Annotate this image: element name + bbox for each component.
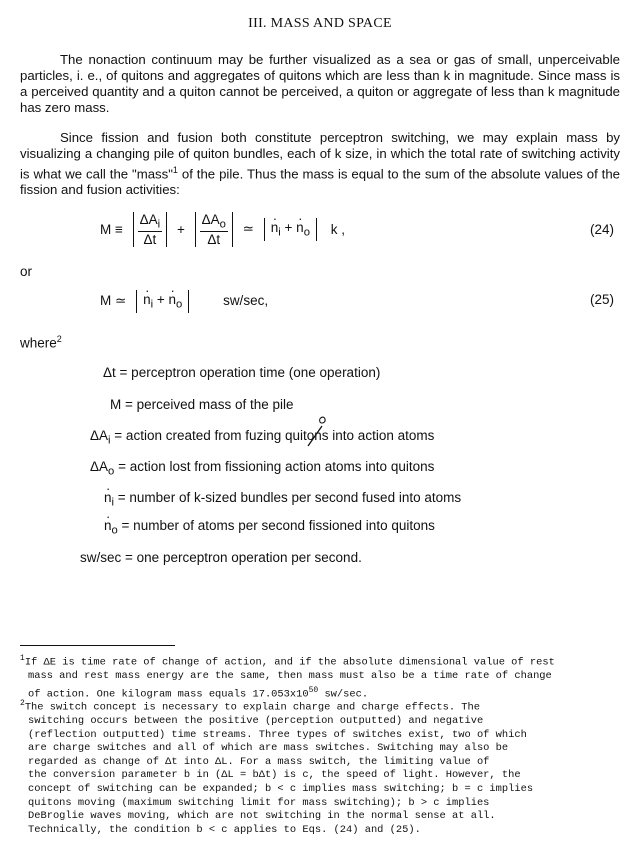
where-word	[20, 334, 62, 351]
definition-sw-sec	[80, 550, 362, 565]
eq24-n2: · n	[296, 220, 304, 235]
eq25-plus: +	[156, 292, 165, 307]
def-text: = perceptron operation time (one operation)	[119, 365, 381, 380]
handwritten-correction-mark	[304, 414, 330, 448]
eq24-abs-3	[264, 218, 317, 241]
def-text: = perceived mass of the pile	[125, 397, 294, 412]
footnote-1-text: of action. One kilogram mass equals 17.053x10	[28, 688, 309, 701]
footnote-2-line: DeBroglie waves moving, which are not switching in the normal sense at all.	[28, 810, 496, 823]
eq24-n2-sub: o	[303, 226, 310, 239]
definition-delta-ai	[90, 428, 434, 447]
definition-mass	[110, 397, 293, 412]
footnote-2-line: the conversion parameter b in (ΔL = bΔt) is c, the speed of light. However, the	[28, 769, 521, 782]
paragraph-2	[20, 130, 620, 198]
footnote-1-text: sw/sec.	[318, 688, 369, 701]
footnote-2-line: Technically, the condition b < c applies to Eqs. (24) and (25).	[28, 823, 421, 836]
footnote-2-line: are charge switches and all of which are mass switches. Switching may also be	[28, 742, 509, 755]
footnote-1	[20, 652, 626, 702]
eq24-abs-1	[133, 212, 168, 247]
eq24-n1-sub: i	[278, 226, 281, 239]
eq24-n1: · n	[271, 220, 279, 235]
def-symbol: · n	[104, 490, 112, 505]
where-text: where	[20, 335, 57, 351]
definition-no	[104, 518, 435, 537]
eq24-frac2-den: Δt	[207, 231, 221, 247]
eq25-abs	[136, 290, 189, 313]
footnote-2-line	[20, 697, 626, 715]
eq25-n1: · n	[143, 292, 151, 307]
eq24-k: k ,	[330, 221, 345, 237]
def-text: = number of k-sized bundles per second fused into atoms	[117, 490, 462, 505]
footnote-divider	[20, 645, 175, 646]
paragraph-1: The nonaction continuum may be further visualized as a sea or gas of small, unperceivable particles, i. e., of quitons and aggregates of quitons which are less than k in magnitude. Since mass is a perceived quantity and a quiton cannot be perceived, a quiton or aggregate of less than k magnitude has zero mass.	[20, 52, 620, 115]
eq24-approx: ≃	[242, 221, 254, 237]
paragraph-2-part-a: Since fission and fusion both constitute perceptron switching, we may explain mass by visualizing a changing pile of quiton bundles, each of k size, in which the total rate of switching activity is what we call the "mass"	[20, 130, 620, 182]
eq24-frac1-sub: i	[157, 218, 161, 231]
def-symbol: sw/sec	[80, 550, 122, 565]
footnote-2-line: (reflection outputted) time streams. Three types of switches exist, two of which	[28, 728, 527, 741]
footnote-2-line: regarded as change of Δt into ΔL. For a mass switch, the limiting value of	[28, 755, 490, 768]
definition-delta-ao	[90, 459, 434, 478]
eq24-frac1-num: ΔA	[139, 212, 158, 227]
footnote-2-line: quitons moving (maximum switching limit for mass switching); b > c implies	[28, 796, 490, 809]
definition-ni	[104, 490, 461, 509]
eq24-frac2-sub: o	[219, 218, 226, 231]
def-sub: o	[111, 524, 118, 537]
def-sub: i	[108, 434, 111, 447]
def-text: = one perceptron operation per second.	[125, 550, 362, 565]
def-symbol: ΔA	[90, 428, 109, 443]
def-symbol: Δt	[103, 365, 116, 380]
eq25-lhs: M ≃	[100, 292, 127, 308]
footnote-1-mark: 1	[20, 654, 25, 663]
eq25-n2: · n	[169, 292, 177, 307]
footnote-1-line: mass and rest mass energy are the same, then mass must also be a time rate of change	[28, 670, 552, 683]
or-word: or	[20, 264, 33, 279]
def-symbol: M	[110, 397, 122, 412]
paragraph-2-part-b: of the pile. Thus the mass is equal to the sum of the absolute values of the fission and fusion activities:	[20, 166, 621, 198]
eq24-plus-2: +	[284, 220, 293, 235]
def-sub: i	[111, 496, 115, 509]
eq25-number: (25)	[589, 292, 614, 307]
def-text: = action created from fuzing quitons into action atoms	[114, 428, 435, 443]
footnote-1-exponent: 50	[308, 685, 319, 695]
eq24-frac1-den: Δt	[143, 231, 157, 247]
eq24-abs-2	[195, 212, 233, 247]
eq25-n1-sub: i	[150, 298, 154, 311]
footnote-1-text: If ΔE is time rate of change of action, and if the absolute dimensional value of rest	[24, 656, 555, 669]
def-symbol: · n	[104, 518, 112, 533]
def-text: = number of atoms per second fissioned into quitons	[121, 518, 435, 533]
footnote-2-text: The switch concept is necessary to explain charge and charge effects. The	[24, 701, 480, 714]
eq24-frac2-num: ΔA	[201, 212, 220, 227]
footnote-1-line	[20, 652, 626, 670]
footnote-2-line: switching occurs between the positive (perception outputted) and negative	[28, 715, 484, 728]
definition-delta-t	[103, 365, 380, 380]
def-symbol: ΔA	[90, 459, 109, 474]
def-sub: o	[108, 465, 115, 478]
eq25-n2-sub: o	[176, 298, 183, 311]
eq24-number: (24)	[589, 222, 614, 237]
footnote-ref-1: 1	[172, 165, 178, 175]
footnote-2-mark: 2	[20, 699, 25, 708]
footnote-ref-2: 2	[56, 334, 62, 344]
eq24-lhs: M ≡	[100, 221, 123, 237]
footnote-2-line: concept of switching can be expanded; b < c implies mass switching; b = c implies	[28, 783, 534, 796]
def-text: = action lost from fissioning action atoms into quitons	[118, 459, 435, 474]
eq25-units: sw/sec,	[223, 292, 269, 308]
eq24-plus: +	[176, 221, 185, 237]
footnote-2	[20, 697, 626, 837]
section-heading: III. MASS AND SPACE	[248, 16, 392, 31]
